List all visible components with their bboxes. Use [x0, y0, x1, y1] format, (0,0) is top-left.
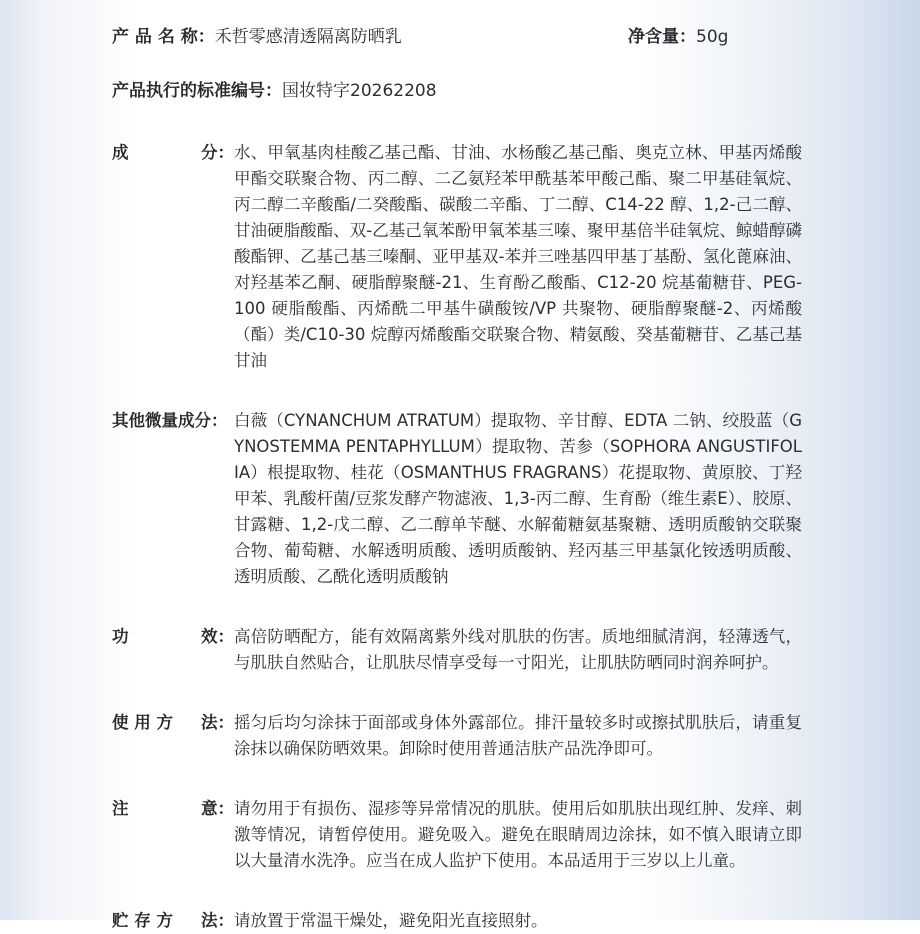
effect-label: [112, 624, 234, 650]
usage-label: [112, 710, 234, 736]
standard-number-row: [112, 76, 802, 106]
net-quantity: [628, 22, 728, 52]
product-name-value: 禾哲零感清透隔离防晒乳: [214, 27, 402, 47]
ingredients-label-left: 成: [112, 143, 129, 162]
effect-section: [112, 624, 802, 676]
standard-number-label: 产品执行的标准编号：: [112, 81, 282, 101]
trace-ingredients-text: 白薇（CYNANCHUM ATRATUM）提取物、辛甘醇、EDTA 二钠、绞股蓝（GYNOSTEMMA PENTAPHYLLUM）提取物、苦参（SOPHORA ANGUSTIFOLIA）根提取物、桂花（OSMANTHUS FRAGRANS）花提取物、黄原胶、丁羟甲苯、乳酸杆菌/豆浆发酵产物滤液、1,3-丙二醇、生育酚（维生素E）、胶原、甘露糖、1,2-戊二醇、乙二醇单苄醚、水解葡糖氨基聚糖、透明质酸钠交联聚合物、葡萄糖、水解透明质酸、透明质酸钠、羟丙基三甲基氯化铵透明质酸、透明质酸、乙酰化透明质酸钠: [234, 411, 802, 586]
trace-ingredients-label: [112, 408, 234, 434]
effect-label-right: 效：: [201, 627, 234, 646]
storage-label-right: 法：: [201, 911, 234, 930]
right-shade: [860, 0, 920, 920]
net-quantity-label: 净含量：: [628, 27, 696, 47]
label-content: [112, 22, 802, 934]
effect-label-left: 功: [112, 627, 129, 646]
usage-label-right: 法：: [201, 713, 234, 732]
caution-label: [112, 796, 234, 822]
usage-section: [112, 710, 802, 762]
net-quantity-value: 50g: [696, 27, 729, 47]
product-name-row: [112, 22, 802, 52]
storage-text: 请放置于常温干燥处，避免阳光直接照射。: [234, 911, 548, 930]
usage-label-left: 使 用 方: [112, 713, 173, 732]
storage-label-left: 贮 存 方: [112, 911, 173, 930]
standard-number-value: 国妆特字20262208: [282, 81, 437, 101]
caution-section: [112, 796, 802, 874]
storage-section: [112, 908, 802, 934]
left-shade: [0, 0, 40, 920]
effect-text: 高倍防晒配方，能有效隔离紫外线对肌肤的伤害。质地细腻清润，轻薄透气，与肌肤自然贴合，让肌肤尽情享受每一寸阳光，让肌肤防晒同时润养呵护。: [234, 627, 802, 672]
ingredients-text: 水、甲氧基肉桂酸乙基己酯、甘油、水杨酸乙基己酯、奥克立林、甲基丙烯酸甲酯交联聚合物、丙二醇、二乙氨羟苯甲酰基苯甲酸己酯、聚二甲基硅氧烷、丙二醇二辛酸酯/二癸酸酯、碳酸二辛酯、丁二醇、C14-22 醇、1,2-己二醇、甘油硬脂酸酯、双-乙基己氧苯酚甲氧苯基三嗪、聚甲基倍半硅氧烷、鲸蜡醇磷酸酯钾、乙基己基三嗪酮、亚甲基双-苯并三唑基四甲基丁基酚、氢化蓖麻油、对羟基苯乙酮、硬脂醇聚醚-21、生育酚乙酸酯、C12-20 烷基葡糖苷、PEG-100 硬脂酸酯、丙烯酰二甲基牛磺酸铵/VP 共聚物、硬脂醇聚醚-2、丙烯酸（酯）类/C10-30 烷醇丙烯酸酯交联聚合物、精氨酸、癸基葡糖苷、乙基己基甘油: [234, 143, 802, 370]
product-name-label: 产 品 名 称：: [112, 27, 215, 47]
ingredients-label-right: 分：: [201, 143, 234, 162]
storage-label: [112, 908, 234, 934]
ingredients-section: [112, 140, 802, 374]
caution-text: 请勿用于有损伤、湿疹等异常情况的肌肤。使用后如肌肤出现红肿、发痒、刺激等情况，请暂停使用。避免吸入。避免在眼睛周边涂抹，如不慎入眼请立即以大量清水洗净。应当在成人监护下使用。本品适用于三岁以上儿童。: [234, 799, 802, 870]
caution-label-right: 意：: [201, 799, 234, 818]
caution-label-left: 注: [112, 799, 129, 818]
trace-ingredients-label-text: 其他微量成分：: [112, 411, 228, 430]
usage-text: 摇匀后均匀涂抹于面部或身体外露部位。排汗量较多时或擦拭肌肤后，请重复涂抹以确保防晒效果。卸除时使用普通洁肤产品洗净即可。: [234, 713, 802, 758]
trace-ingredients-section: [112, 408, 802, 590]
ingredients-label: [112, 140, 234, 166]
